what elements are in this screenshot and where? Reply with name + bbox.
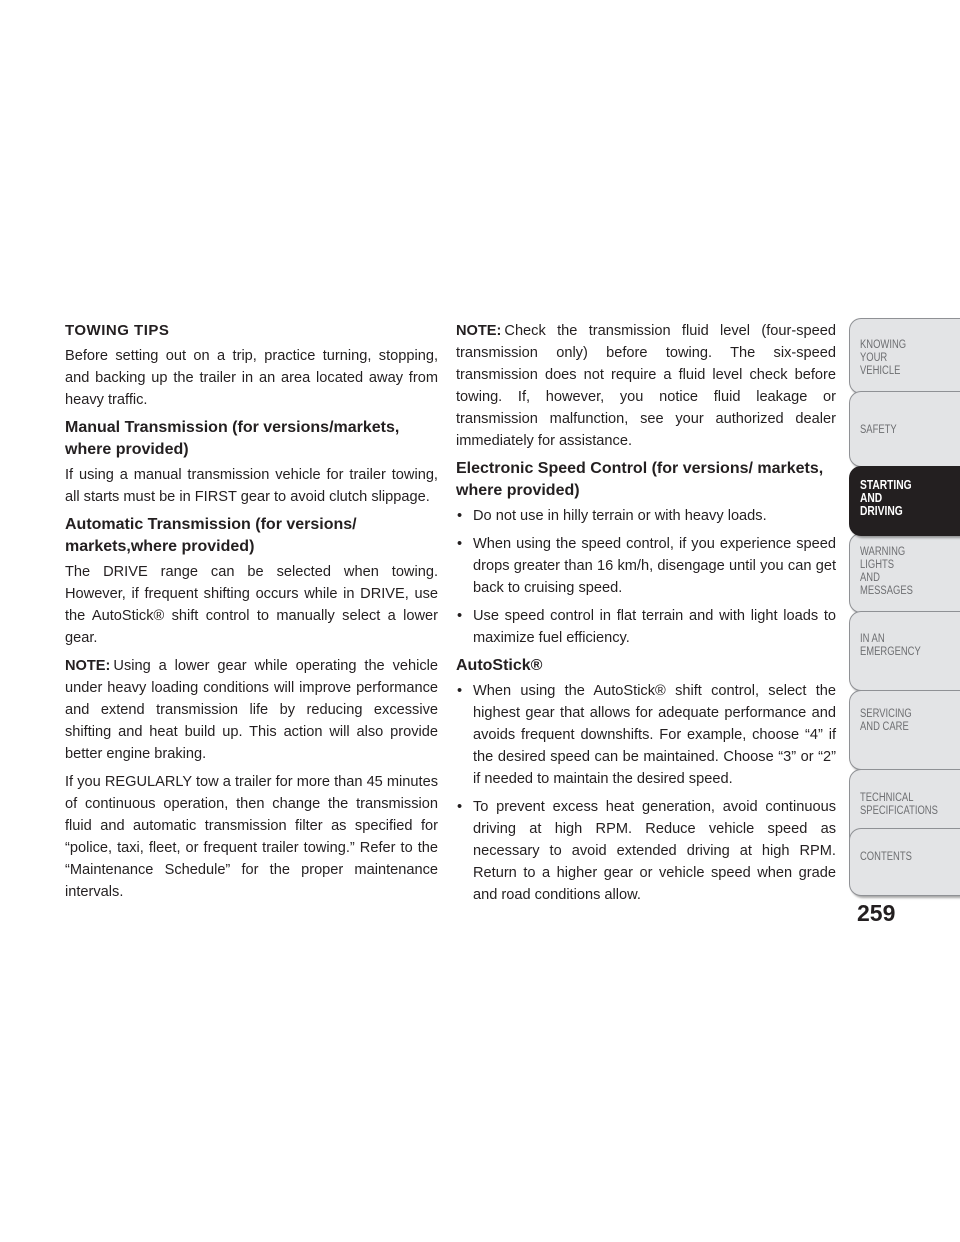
note-fluid-level: [456, 320, 836, 452]
tab-label: WARNING LIGHTS AND MESSAGES: [860, 546, 913, 597]
tab-servicing-and-care[interactable]: [849, 690, 960, 770]
note-text: Using a lower gear while operating the vehicle under heavy loading conditions will improve performance and extend transmission life by reducing excessive shifting and heat build up. This action will also provide better engine braking.: [65, 658, 438, 762]
tab-safety[interactable]: [849, 391, 960, 467]
note-label: NOTE:: [456, 323, 502, 339]
manual-transmission-paragraph: If using a manual transmission vehicle for trailer towing, all starts must be in FIRST gear to avoid clutch slippage.: [65, 467, 438, 505]
autostick-list: [456, 680, 836, 906]
note-label: NOTE:: [65, 658, 111, 674]
left-column: [65, 320, 438, 909]
tab-label: SERVICING AND CARE: [860, 708, 912, 733]
speed-control-list: [456, 505, 836, 649]
section-heading-towing-tips: TOWING TIPS: [65, 322, 170, 339]
regular-towing-paragraph: If you REGULARLY tow a trailer for more than 45 minutes of continuous operation, then change the transmission fluid and automatic transmission filter as specified for “police, taxi, fleet, or frequent trailer towing.” Refer to the “Maintenance Schedule” for the proper maintenance intervals.: [65, 774, 438, 900]
tab-label: SAFETY: [860, 424, 897, 436]
tab-knowing-your-vehicle[interactable]: [849, 318, 960, 394]
tab-label: IN AN EMERGENCY: [860, 633, 921, 658]
page-number: 259: [857, 900, 896, 926]
list-item: • Do not use in hilly terrain or with heavy loads.: [456, 505, 836, 527]
tab-label: STARTING AND DRIVING: [860, 478, 912, 518]
list-item: • When using the AutoStick® shift control, select the highest gear that allows for adequate performance and avoids frequent downshifts. For example, choose “4” if the desired speed can be maintained. Choose “3” or “2” if needed to maintain the desired speed.: [456, 680, 836, 790]
tab-label: CONTENTS: [860, 851, 912, 863]
tab-label: TECHNICAL SPECIFICATIONS: [860, 792, 938, 817]
tab-in-an-emergency[interactable]: [849, 611, 960, 691]
heading-automatic-transmission: Automatic Transmission (for versions/ markets,where provided): [65, 516, 357, 555]
heading-manual-transmission: Manual Transmission (for versions/markets, where provided): [65, 419, 400, 458]
heading-autostick: AutoStick®: [456, 657, 543, 674]
heading-electronic-speed-control: Electronic Speed Control (for versions/ markets, where provided): [456, 460, 824, 499]
note-text: Check the transmission fluid level (four-speed transmission only) before towing. The six-speed transmission does not require a fluid level check before towing. If, however, you notice fluid leakage or transmission malfunction, see your authorized dealer immediately for assistance.: [456, 323, 836, 449]
note-lower-gear: [65, 655, 438, 765]
tab-starting-and-driving[interactable]: [849, 466, 960, 536]
automatic-transmission-paragraph: The DRIVE range can be selected when towing. However, if frequent shifting occurs while in DRIVE, use the AutoStick® shift control to manually select a lower gear.: [65, 564, 438, 646]
list-item: • To prevent excess heat generation, avoid continuous driving at high RPM. Reduce vehicle speed as necessary to avoid extended driving at high RPM. Return to a higher gear or vehicle speed when grade and road conditions allow.: [456, 796, 836, 906]
tab-label: KNOWING YOUR VEHICLE: [860, 339, 907, 377]
intro-paragraph: Before setting out on a trip, practice turning, stopping, and backing up the trailer in an area located away from heavy traffic.: [65, 348, 438, 408]
tab-warning-lights-and-messages[interactable]: [849, 533, 960, 613]
list-item: • When using the speed control, if you experience speed drops greater than 16 km/h, disengage until you can get back to cruising speed.: [456, 533, 836, 599]
list-item: • Use speed control in flat terrain and with light loads to maximize fuel efficiency.: [456, 605, 836, 649]
tab-contents[interactable]: [849, 828, 960, 896]
right-column: [456, 320, 836, 912]
